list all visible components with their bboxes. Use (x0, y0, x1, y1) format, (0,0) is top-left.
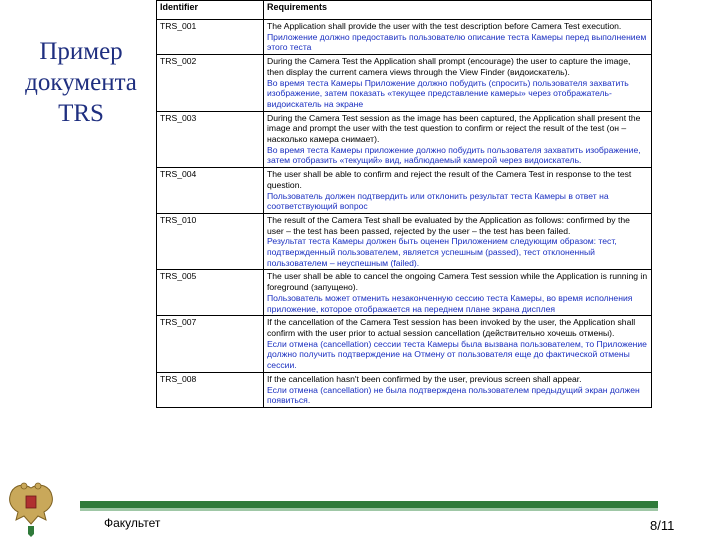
row-requirement (264, 20, 652, 55)
row-requirement (264, 372, 652, 407)
row-identifier: TRS_005 (157, 270, 264, 316)
requirement-russian: Во время теста Камеры приложение должно побудить пользователя захватить изображение, затем отобразить «текущий» вид, наблюдаемый камерой через видоискатель. (267, 144, 641, 166)
footer-text: Факультет (104, 516, 161, 530)
table-row (157, 20, 652, 55)
table-row (157, 213, 652, 270)
title-line-2: документа (25, 69, 137, 96)
row-requirement (264, 316, 652, 373)
requirements-table (156, 0, 652, 408)
row-requirement (264, 111, 652, 168)
table-row (157, 316, 652, 373)
row-requirement (264, 213, 652, 270)
row-identifier: TRS_010 (157, 213, 264, 270)
row-identifier: TRS_004 (157, 168, 264, 214)
requirement-russian: Во время теста Камеры Приложение должно побудить (спросить) пользователя захватить изображение, затем показать «текущее представление камеры» через отображатель-видоискатель на экране (267, 77, 629, 109)
requirement-english: The user shall be able to cancel the ongoing Camera Test session while the Application is running in foreground (запущено). (267, 271, 648, 293)
requirement-russian: Пользователь должен подтвердить или отклонить результат теста Камеры в ответ на соответствующий вопрос (267, 190, 609, 212)
requirement-russian: Результат теста Камеры должен быть оценен Приложением следующим образом: тест, подтвержденный пользователем, является успешным (passed), тест отклоненный пользователем – неуспешным (failed). (267, 236, 617, 268)
row-identifier: TRS_002 (157, 55, 264, 112)
title-line-1: Пример (39, 38, 123, 65)
header-requirements: Requirements (264, 1, 652, 20)
row-identifier: TRS_008 (157, 372, 264, 407)
requirement-russian: Если отмена (cancellation) не была подтверждена пользователем предыдущий экран должен появиться. (267, 384, 640, 406)
requirement-english: If the cancellation hasn't been confirmed by the user, previous screen shall appear. (267, 373, 582, 384)
row-identifier: TRS_007 (157, 316, 264, 373)
table-header-row (157, 1, 652, 20)
requirement-english: The result of the Camera Test shall be evaluated by the Application as follows: confirmed by the user – the test has been passed, rejected by the user – the test has been failed. (267, 214, 630, 236)
requirement-russian: Пользователь может отменить незаконченную сессию теста Камеры, во время исполнения приложение, которое отображается на переднем плане экрана дисплея (267, 292, 633, 314)
requirement-english: The user shall be able to confirm and reject the result of the Camera Test in response to the test question. (267, 169, 632, 190)
footer-band-light (80, 508, 658, 511)
header-identifier: Identifier (157, 1, 264, 20)
requirement-english: The Application shall provide the user with the test description before Camera Test execution. (267, 21, 622, 31)
row-requirement (264, 55, 652, 112)
requirement-russian: Если отмена (cancellation) сессии теста Камеры была вызвана пользователем, то Приложение должно получить подтверждение на Отмену от пользователя еще до фактической отмены сессии. (267, 338, 647, 371)
row-requirement (264, 168, 652, 214)
requirement-english: During the Camera Test session as the image has been captured, the Application shall present the image and prompt the user with the test question to confirm or reject the result of the test (он – насколько камера снимает). (267, 112, 641, 145)
table-row (157, 111, 652, 168)
title-line-3: TRS (58, 100, 104, 127)
page-number: 8/11 (650, 518, 675, 533)
row-identifier: TRS_003 (157, 111, 264, 168)
coat-of-arms-icon (4, 478, 58, 538)
table-row (157, 55, 652, 112)
requirement-russian: Приложение должно предоставить пользователю описание теста Камеры перед выполнением этого теста (267, 31, 647, 53)
table-row (157, 372, 652, 407)
footer-band (80, 501, 658, 508)
table-row (157, 168, 652, 214)
requirement-english: During the Camera Test the Application shall prompt (encourage) the user to capture the image, then display the current camera views through the View Finder (видоискатель). (267, 56, 631, 77)
row-requirement (264, 270, 652, 316)
slide-title (8, 36, 154, 129)
row-identifier: TRS_001 (157, 20, 264, 55)
requirements-table-container (156, 0, 652, 532)
table-row (157, 270, 652, 316)
requirement-english: If the cancellation of the Camera Test session has been invoked by the user, the Application shall confirm with the user prior to actual session cancellation (действительно хочешь отмены). (267, 317, 636, 338)
